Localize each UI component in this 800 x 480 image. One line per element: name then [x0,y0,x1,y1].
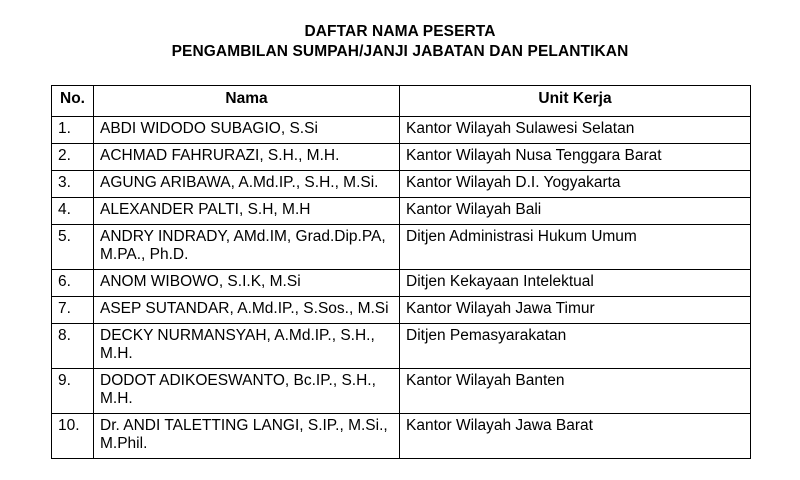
row-number: 1. [52,117,94,144]
row-number: 2. [52,144,94,171]
table-row [52,225,751,270]
participant-name: DECKY NURMANSYAH, A.Md.IP., S.H., M.H. [94,324,400,369]
work-unit: Kantor Wilayah Bali [400,198,751,225]
work-unit: Kantor Wilayah Sulawesi Selatan [400,117,751,144]
participant-name: DODOT ADIKOESWANTO, Bc.IP., S.H., M.H. [94,369,400,414]
title-line-1: DAFTAR NAMA PESERTA [304,23,496,40]
table-row [52,270,751,297]
row-number: 8. [52,324,94,369]
title-line-2: PENGAMBILAN SUMPAH/JANJI JABATAN DAN PELANTIKAN [171,43,629,60]
participant-name: ANOM WIBOWO, S.I.K, M.Si [94,270,400,297]
participant-table [51,85,751,459]
participant-name: ASEP SUTANDAR, A.Md.IP., S.Sos., M.Si [94,297,400,324]
table-row [52,144,751,171]
table-row [52,414,751,459]
table-row [52,297,751,324]
participant-name: ANDRY INDRADY, AMd.IM, Grad.Dip.PA, M.PA., Ph.D. [94,225,400,270]
row-number: 5. [52,225,94,270]
participant-name: ABDI WIDODO SUBAGIO, S.Si [94,117,400,144]
work-unit: Ditjen Pemasyarakatan [400,324,751,369]
row-number: 4. [52,198,94,225]
work-unit: Ditjen Administrasi Hukum Umum [400,225,751,270]
row-number: 10. [52,414,94,459]
table-row [52,324,751,369]
participant-name: ALEXANDER PALTI, S.H, M.H [94,198,400,225]
row-number: 7. [52,297,94,324]
participant-name: Dr. ANDI TALETTING LANGI, S.IP., M.Si., M.Phil. [94,414,400,459]
work-unit: Kantor Wilayah Nusa Tenggara Barat [400,144,751,171]
header-name: Nama [94,86,400,117]
work-unit: Ditjen Kekayaan Intelektual [400,270,751,297]
work-unit: Kantor Wilayah Jawa Timur [400,297,751,324]
table-row [52,117,751,144]
table-row [52,171,751,198]
work-unit: Kantor Wilayah D.I. Yogyakarta [400,171,751,198]
participant-name: AGUNG ARIBAWA, A.Md.IP., S.H., M.Si. [94,171,400,198]
table-header-row [52,86,751,117]
table-row [52,369,751,414]
table-row [52,198,751,225]
header-no: No. [52,86,94,117]
work-unit: Kantor Wilayah Banten [400,369,751,414]
row-number: 9. [52,369,94,414]
row-number: 6. [52,270,94,297]
row-number: 3. [52,171,94,198]
header-unit: Unit Kerja [400,86,751,117]
document-title [0,22,800,62]
work-unit: Kantor Wilayah Jawa Barat [400,414,751,459]
participant-name: ACHMAD FAHRURAZI, S.H., M.H. [94,144,400,171]
